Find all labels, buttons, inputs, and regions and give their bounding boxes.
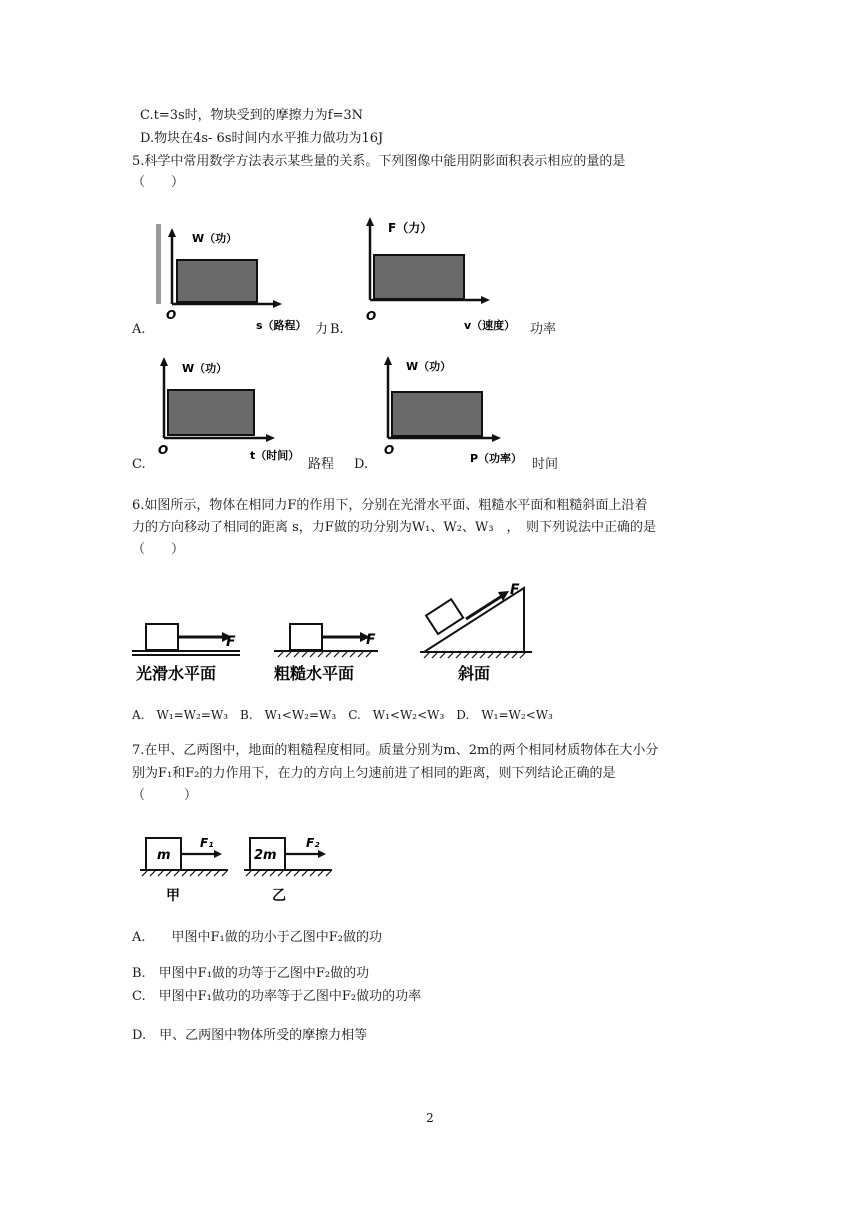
q5-graph-c bbox=[150, 352, 310, 470]
q5-option-d-label: D. bbox=[354, 457, 369, 472]
q5-c-x-axis-label: t（时间） bbox=[250, 449, 300, 462]
q6-force-label-2: F bbox=[366, 632, 376, 648]
q7-option-c: C. 甲图中F₁做功的功率等于乙图中F₂做功的功率 bbox=[132, 989, 422, 1004]
q7-right-mass: 2m bbox=[254, 848, 277, 863]
q5-answer-blank: （ ） bbox=[132, 175, 185, 190]
q5-d-x-axis-label: P（功率） bbox=[470, 452, 523, 465]
q6-caption-incline: 斜面 bbox=[458, 664, 491, 683]
q5-graph-d bbox=[378, 350, 538, 470]
q7-right-caption: 乙 bbox=[272, 888, 286, 904]
q7-option-b: B. 甲图中F₁做的功等于乙图中F₂做的功 bbox=[132, 966, 370, 981]
q7-left-mass: m bbox=[157, 848, 171, 863]
q6-options: A. W₁=W₂=W₃ B. W₁<W₂=W₃ C. W₁<W₂<W₃ D. W₁=W₂<W₃ bbox=[132, 708, 553, 722]
q6-caption-smooth: 光滑水平面 bbox=[136, 664, 217, 683]
q6-rough-hatch bbox=[278, 652, 371, 657]
q6-stem-line2: 力的方向移动了相同的距离 s，力F做的功分别为W₁、W₂、W₃ ， 则下列说法中正确的是 bbox=[132, 520, 657, 535]
q5-option-c-quantity: 路程 bbox=[308, 457, 335, 472]
q6-caption-rough: 粗糙水平面 bbox=[274, 664, 355, 683]
q5-option-a-label: A. bbox=[132, 322, 146, 337]
q7-left-hatch bbox=[142, 871, 227, 876]
q5-option-a-quantity: 力 bbox=[315, 322, 329, 337]
q5-d-y-axis-label: W（功） bbox=[406, 360, 452, 373]
page-number: 2 bbox=[426, 1111, 434, 1125]
q5-stem: 5.科学中常用数学方法表示某些量的关系。下列图像中能用阴影面积表示相应的量的是 bbox=[132, 154, 626, 169]
q5-b-x-axis-label: v（速度） bbox=[464, 319, 516, 332]
q7-right-force: F₂ bbox=[306, 836, 320, 850]
q7-stem-line2: 别为F₁和F₂的力作用下，在力的方向上匀速前进了相同的距离，则下列结论正确的是 bbox=[132, 766, 616, 781]
q6-stem-line1: 6.如图所示，物体在相同力F的作用下，分别在光滑水平面、粗糙水平面和粗糙斜面上沿着 bbox=[132, 498, 648, 513]
q6-force-label-3: F bbox=[510, 582, 520, 598]
q5-a-y-axis-label: W（功） bbox=[192, 232, 238, 245]
q6-incline-hatch bbox=[424, 653, 525, 658]
q7-figure bbox=[136, 828, 346, 908]
q5-graph-b bbox=[358, 210, 533, 335]
q5-option-d-quantity: 时间 bbox=[532, 457, 559, 472]
q5-a-x-axis-label: s（路程） bbox=[256, 319, 307, 332]
q5-c-origin: O bbox=[158, 443, 169, 457]
q7-option-a: A. 甲图中F₁做的功小于乙图中F₂做的功 bbox=[132, 930, 382, 945]
q5-b-origin: O bbox=[366, 309, 377, 323]
q6-force-label-1: F bbox=[226, 634, 236, 650]
q7-left-caption: 甲 bbox=[166, 888, 180, 904]
q5-d-origin: O bbox=[384, 443, 395, 457]
q5-option-b-quantity: 功率 bbox=[530, 322, 557, 337]
q7-right-hatch bbox=[246, 871, 331, 876]
q5-a-origin: O bbox=[166, 308, 177, 322]
q4-option-d: D.物块在4s- 6s时间内水平推力做功为16J bbox=[140, 131, 384, 146]
q5-c-y-axis-label: W（功） bbox=[182, 362, 228, 375]
q7-stem-line1: 7.在甲、乙两图中，地面的粗糙程度相同。质量分别为m、2m的两个相同材质物体在大小分 bbox=[132, 743, 659, 758]
q7-option-d: D. 甲、乙两图中物体所受的摩擦力相等 bbox=[132, 1028, 368, 1043]
q7-answer-blank: （ ） bbox=[132, 788, 198, 803]
q5-option-b-label: B. bbox=[330, 322, 344, 337]
q5-b-y-axis-label: F（力） bbox=[388, 221, 433, 235]
q5-graph-a bbox=[150, 222, 307, 334]
q6-answer-blank: （ ） bbox=[132, 542, 185, 557]
q6-figure bbox=[128, 578, 548, 688]
q5-option-c-label: C. bbox=[132, 457, 146, 472]
q7-left-force: F₁ bbox=[200, 836, 214, 850]
q4-option-c: C.t=3s时，物块受到的摩擦力为f=3N bbox=[140, 108, 364, 123]
